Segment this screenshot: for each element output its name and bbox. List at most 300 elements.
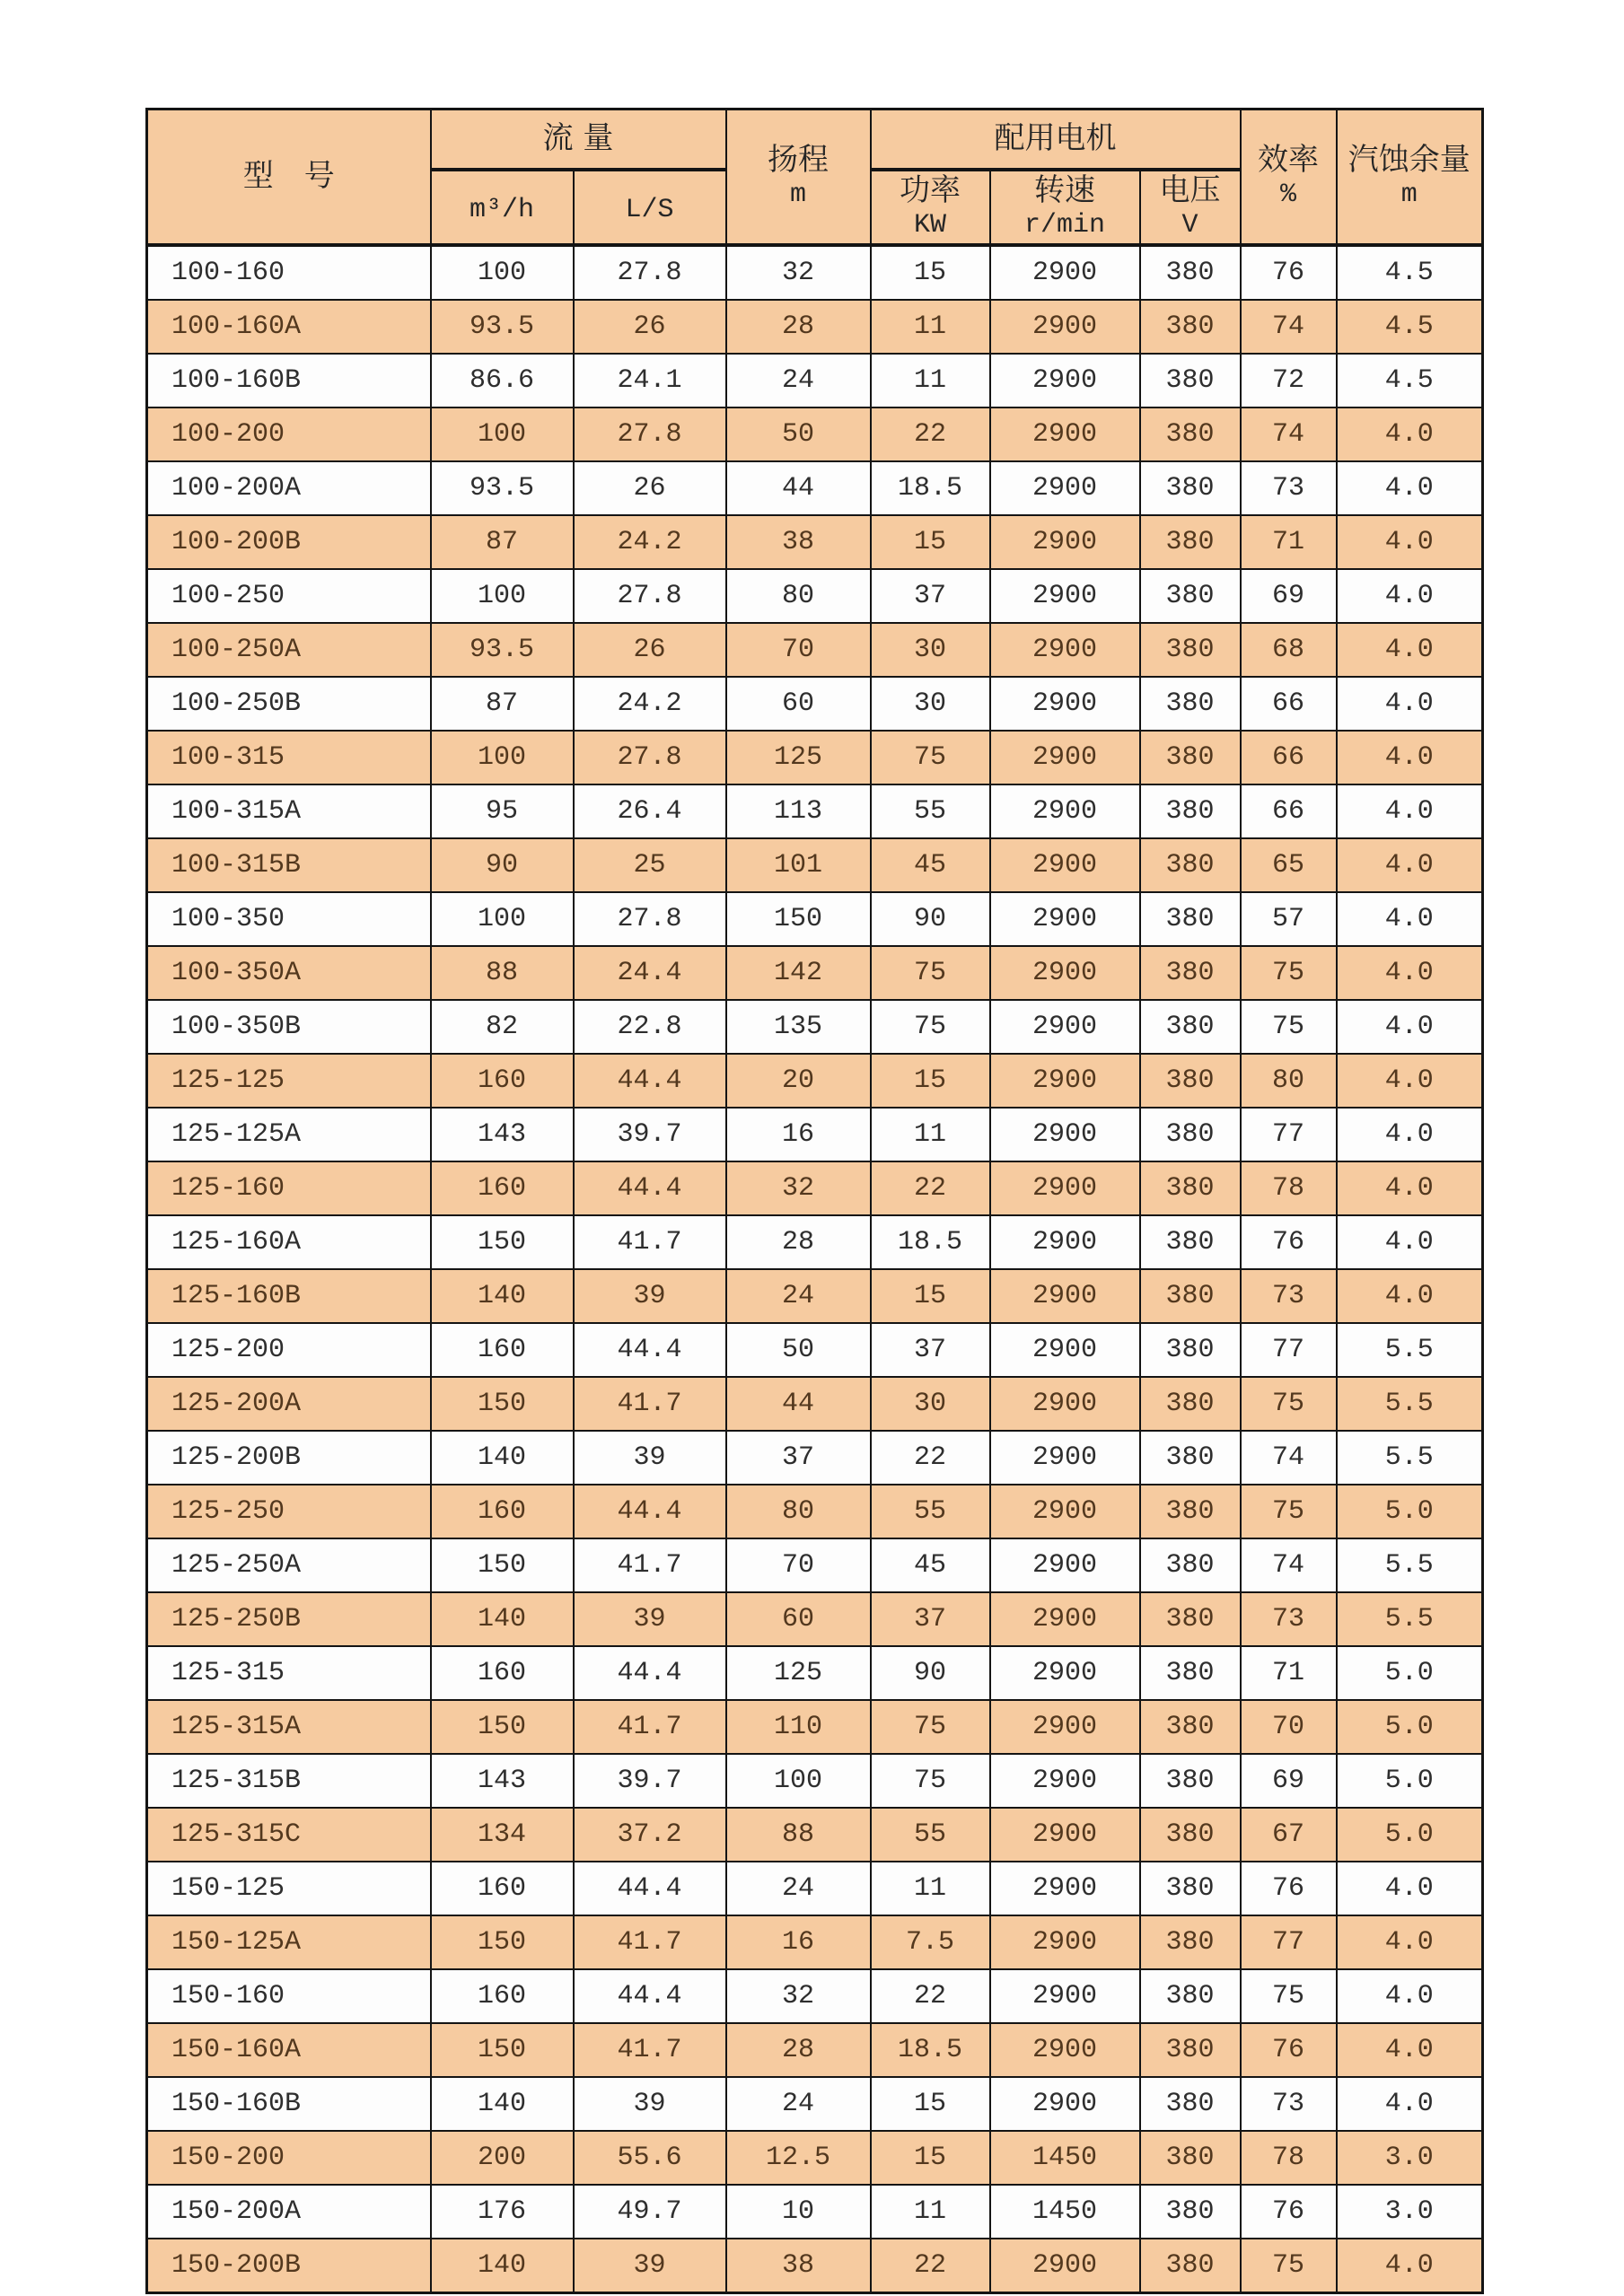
cell-voltage_v: 380 [1140, 1754, 1241, 1808]
cell-speed_rpm: 2900 [990, 1431, 1140, 1485]
cell-voltage_v: 380 [1140, 1108, 1241, 1161]
table-row [147, 2077, 1483, 2131]
cell-npsh_m: 4.0 [1337, 407, 1483, 461]
cell-head_m: 44 [726, 1377, 871, 1431]
cell-voltage_v: 380 [1140, 2077, 1241, 2131]
cell-flow_ls: 41.7 [574, 2023, 726, 2077]
cell-voltage_v: 380 [1140, 892, 1241, 946]
cell-speed_rpm: 2900 [990, 1377, 1140, 1431]
cell-efficiency_pct: 77 [1241, 1323, 1337, 1377]
cell-speed_rpm: 2900 [990, 731, 1140, 784]
table-row [147, 1592, 1483, 1646]
cell-npsh_m: 4.0 [1337, 569, 1483, 623]
header-motor-group-label: 配用电机 [994, 120, 1117, 157]
cell-head_m: 24 [726, 1269, 871, 1323]
cell-speed_rpm: 2900 [990, 2239, 1140, 2293]
cell-efficiency_pct: 78 [1241, 2131, 1337, 2185]
cell-voltage_v: 380 [1140, 1485, 1241, 1538]
cell-flow_ls: 24.4 [574, 946, 726, 1000]
cell-head_m: 80 [726, 1485, 871, 1538]
cell-npsh_m: 4.5 [1337, 300, 1483, 354]
cell-head_m: 24 [726, 2077, 871, 2131]
header-voltage-label: 电压 [1159, 172, 1221, 208]
cell-npsh_m: 4.5 [1337, 354, 1483, 407]
cell-head_m: 113 [726, 784, 871, 838]
cell-voltage_v: 380 [1140, 677, 1241, 731]
cell-power_kw: 55 [871, 1485, 990, 1538]
cell-efficiency_pct: 73 [1241, 461, 1337, 515]
cell-voltage_v: 380 [1140, 2131, 1241, 2185]
table-row [147, 2239, 1483, 2293]
cell-npsh_m: 5.5 [1337, 1538, 1483, 1592]
header-flow-ls-label: L/S [625, 194, 674, 225]
cell-voltage_v: 380 [1140, 784, 1241, 838]
cell-voltage_v: 380 [1140, 1915, 1241, 1969]
cell-head_m: 32 [726, 1161, 871, 1215]
cell-voltage_v: 380 [1140, 1000, 1241, 1054]
cell-voltage_v: 380 [1140, 731, 1241, 784]
cell-flow_ls: 27.8 [574, 407, 726, 461]
cell-flow_m3h: 95 [431, 784, 574, 838]
cell-head_m: 12.5 [726, 2131, 871, 2185]
table-row [147, 1915, 1483, 1969]
table-row [147, 569, 1483, 623]
cell-npsh_m: 4.0 [1337, 1054, 1483, 1108]
cell-efficiency_pct: 69 [1241, 1754, 1337, 1808]
cell-model: 125-160 [147, 1161, 431, 1215]
cell-efficiency_pct: 73 [1241, 1269, 1337, 1323]
cell-head_m: 16 [726, 1108, 871, 1161]
cell-power_kw: 30 [871, 1377, 990, 1431]
cell-voltage_v: 380 [1140, 2023, 1241, 2077]
cell-speed_rpm: 2900 [990, 1646, 1140, 1700]
cell-power_kw: 15 [871, 2077, 990, 2131]
cell-model: 150-125 [147, 1862, 431, 1915]
cell-speed_rpm: 2900 [990, 946, 1140, 1000]
cell-efficiency_pct: 70 [1241, 1700, 1337, 1754]
cell-speed_rpm: 2900 [990, 1538, 1140, 1592]
cell-efficiency_pct: 73 [1241, 2077, 1337, 2131]
table-row [147, 1377, 1483, 1431]
cell-speed_rpm: 2900 [990, 1915, 1140, 1969]
cell-flow_m3h: 93.5 [431, 300, 574, 354]
cell-npsh_m: 5.5 [1337, 1377, 1483, 1431]
table-row [147, 731, 1483, 784]
cell-efficiency_pct: 66 [1241, 784, 1337, 838]
cell-efficiency_pct: 78 [1241, 1161, 1337, 1215]
table-row [147, 354, 1483, 407]
header-npsh-unit: m [1400, 180, 1418, 211]
cell-power_kw: 11 [871, 1108, 990, 1161]
cell-model: 100-250B [147, 677, 431, 731]
cell-efficiency_pct: 75 [1241, 2239, 1337, 2293]
cell-head_m: 80 [726, 569, 871, 623]
cell-flow_m3h: 160 [431, 1862, 574, 1915]
cell-model: 150-125A [147, 1915, 431, 1969]
cell-model: 125-160B [147, 1269, 431, 1323]
table-row [147, 461, 1483, 515]
cell-flow_m3h: 160 [431, 1646, 574, 1700]
cell-power_kw: 45 [871, 838, 990, 892]
cell-npsh_m: 4.0 [1337, 2077, 1483, 2131]
cell-speed_rpm: 2900 [990, 892, 1140, 946]
cell-head_m: 28 [726, 2023, 871, 2077]
table-header [147, 110, 1483, 246]
cell-voltage_v: 380 [1140, 569, 1241, 623]
cell-model: 100-350 [147, 892, 431, 946]
cell-flow_m3h: 150 [431, 2023, 574, 2077]
cell-efficiency_pct: 68 [1241, 623, 1337, 677]
table-row [147, 784, 1483, 838]
cell-power_kw: 11 [871, 354, 990, 407]
cell-flow_m3h: 160 [431, 1485, 574, 1538]
cell-flow_ls: 41.7 [574, 1915, 726, 1969]
cell-power_kw: 30 [871, 623, 990, 677]
cell-head_m: 32 [726, 1969, 871, 2023]
cell-flow_ls: 37.2 [574, 1808, 726, 1862]
cell-model: 100-250A [147, 623, 431, 677]
cell-head_m: 24 [726, 354, 871, 407]
cell-speed_rpm: 1450 [990, 2131, 1140, 2185]
table-row [147, 1108, 1483, 1161]
cell-speed_rpm: 2900 [990, 1161, 1140, 1215]
cell-model: 125-200A [147, 1377, 431, 1431]
cell-efficiency_pct: 76 [1241, 1862, 1337, 1915]
cell-model: 100-250 [147, 569, 431, 623]
cell-flow_m3h: 160 [431, 1161, 574, 1215]
cell-npsh_m: 5.0 [1337, 1754, 1483, 1808]
cell-flow_m3h: 93.5 [431, 461, 574, 515]
cell-flow_m3h: 100 [431, 731, 574, 784]
cell-npsh_m: 4.0 [1337, 623, 1483, 677]
cell-flow_ls: 26.4 [574, 784, 726, 838]
cell-voltage_v: 380 [1140, 1215, 1241, 1269]
cell-model: 100-160A [147, 300, 431, 354]
cell-power_kw: 75 [871, 946, 990, 1000]
cell-flow_ls: 39 [574, 1592, 726, 1646]
cell-speed_rpm: 1450 [990, 2185, 1140, 2239]
cell-flow_m3h: 143 [431, 1108, 574, 1161]
cell-flow_m3h: 140 [431, 1431, 574, 1485]
cell-head_m: 70 [726, 623, 871, 677]
cell-speed_rpm: 2900 [990, 1592, 1140, 1646]
cell-model: 100-200B [147, 515, 431, 569]
cell-flow_m3h: 150 [431, 1215, 574, 1269]
cell-flow_m3h: 100 [431, 892, 574, 946]
cell-npsh_m: 5.5 [1337, 1592, 1483, 1646]
cell-voltage_v: 380 [1140, 245, 1241, 300]
cell-head_m: 60 [726, 1592, 871, 1646]
table-row [147, 1161, 1483, 1215]
cell-head_m: 50 [726, 407, 871, 461]
cell-model: 125-125 [147, 1054, 431, 1108]
cell-flow_m3h: 134 [431, 1808, 574, 1862]
cell-voltage_v: 380 [1140, 1538, 1241, 1592]
cell-power_kw: 7.5 [871, 1915, 990, 1969]
cell-npsh_m: 4.0 [1337, 731, 1483, 784]
cell-power_kw: 15 [871, 1269, 990, 1323]
cell-efficiency_pct: 76 [1241, 1215, 1337, 1269]
cell-flow_m3h: 90 [431, 838, 574, 892]
cell-npsh_m: 4.0 [1337, 784, 1483, 838]
cell-flow_ls: 41.7 [574, 1215, 726, 1269]
cell-model: 125-250A [147, 1538, 431, 1592]
cell-head_m: 70 [726, 1538, 871, 1592]
cell-power_kw: 15 [871, 515, 990, 569]
cell-flow_m3h: 150 [431, 1915, 574, 1969]
cell-model: 125-315A [147, 1700, 431, 1754]
header-head [726, 110, 871, 246]
cell-model: 100-315 [147, 731, 431, 784]
header-group-row [147, 110, 1483, 171]
cell-speed_rpm: 2900 [990, 407, 1140, 461]
cell-efficiency_pct: 66 [1241, 677, 1337, 731]
cell-head_m: 125 [726, 1646, 871, 1700]
cell-efficiency_pct: 75 [1241, 1377, 1337, 1431]
cell-voltage_v: 380 [1140, 1054, 1241, 1108]
cell-head_m: 10 [726, 2185, 871, 2239]
cell-efficiency_pct: 74 [1241, 1431, 1337, 1485]
cell-efficiency_pct: 69 [1241, 569, 1337, 623]
pump-spec-table [145, 108, 1484, 2294]
cell-head_m: 28 [726, 300, 871, 354]
cell-flow_m3h: 143 [431, 1754, 574, 1808]
header-efficiency-unit: % [1280, 180, 1297, 211]
cell-npsh_m: 4.0 [1337, 1269, 1483, 1323]
cell-model: 100-200 [147, 407, 431, 461]
table-row [147, 623, 1483, 677]
cell-speed_rpm: 2900 [990, 784, 1140, 838]
table-row [147, 300, 1483, 354]
cell-npsh_m: 4.0 [1337, 1108, 1483, 1161]
cell-power_kw: 15 [871, 2131, 990, 2185]
cell-power_kw: 11 [871, 1862, 990, 1915]
cell-power_kw: 30 [871, 677, 990, 731]
cell-model: 150-160B [147, 2077, 431, 2131]
cell-npsh_m: 4.0 [1337, 1215, 1483, 1269]
cell-npsh_m: 3.0 [1337, 2185, 1483, 2239]
cell-speed_rpm: 2900 [990, 1969, 1140, 2023]
cell-flow_ls: 39.7 [574, 1754, 726, 1808]
cell-model: 125-200B [147, 1431, 431, 1485]
cell-flow_ls: 44.4 [574, 1646, 726, 1700]
cell-voltage_v: 380 [1140, 1377, 1241, 1431]
cell-flow_ls: 44.4 [574, 1969, 726, 2023]
cell-voltage_v: 380 [1140, 461, 1241, 515]
cell-npsh_m: 4.0 [1337, 946, 1483, 1000]
cell-model: 125-125A [147, 1108, 431, 1161]
cell-flow_m3h: 150 [431, 1538, 574, 1592]
cell-speed_rpm: 2900 [990, 1754, 1140, 1808]
cell-power_kw: 22 [871, 1161, 990, 1215]
cell-head_m: 150 [726, 892, 871, 946]
cell-flow_m3h: 150 [431, 1700, 574, 1754]
cell-flow_m3h: 82 [431, 1000, 574, 1054]
header-motor-group [871, 110, 1241, 171]
cell-power_kw: 22 [871, 1969, 990, 2023]
cell-npsh_m: 5.5 [1337, 1323, 1483, 1377]
cell-npsh_m: 4.0 [1337, 1000, 1483, 1054]
cell-speed_rpm: 2900 [990, 1323, 1140, 1377]
cell-flow_ls: 44.4 [574, 1485, 726, 1538]
header-flow-m3h [431, 170, 574, 245]
cell-head_m: 101 [726, 838, 871, 892]
cell-model: 100-315B [147, 838, 431, 892]
cell-flow_m3h: 140 [431, 1592, 574, 1646]
cell-flow_ls: 39.7 [574, 1108, 726, 1161]
cell-flow_m3h: 100 [431, 245, 574, 300]
cell-power_kw: 55 [871, 784, 990, 838]
cell-flow_m3h: 88 [431, 946, 574, 1000]
cell-voltage_v: 380 [1140, 1323, 1241, 1377]
cell-npsh_m: 5.0 [1337, 1700, 1483, 1754]
cell-power_kw: 75 [871, 1000, 990, 1054]
cell-flow_m3h: 140 [431, 1269, 574, 1323]
table-row [147, 838, 1483, 892]
cell-flow_ls: 22.8 [574, 1000, 726, 1054]
cell-efficiency_pct: 75 [1241, 1969, 1337, 2023]
table-row [147, 1808, 1483, 1862]
cell-efficiency_pct: 77 [1241, 1915, 1337, 1969]
table-row [147, 892, 1483, 946]
cell-model: 100-350A [147, 946, 431, 1000]
cell-head_m: 88 [726, 1808, 871, 1862]
header-efficiency-label: 效率 [1258, 142, 1320, 178]
cell-npsh_m: 4.0 [1337, 1969, 1483, 2023]
cell-power_kw: 90 [871, 1646, 990, 1700]
header-npsh [1337, 110, 1483, 246]
cell-voltage_v: 380 [1140, 1269, 1241, 1323]
cell-head_m: 110 [726, 1700, 871, 1754]
cell-flow_ls: 24.1 [574, 354, 726, 407]
table-row [147, 1215, 1483, 1269]
header-voltage [1140, 170, 1241, 245]
cell-power_kw: 22 [871, 1431, 990, 1485]
table-row [147, 1054, 1483, 1108]
page [145, 108, 1484, 2294]
cell-flow_ls: 44.4 [574, 1323, 726, 1377]
cell-voltage_v: 380 [1140, 1646, 1241, 1700]
cell-head_m: 135 [726, 1000, 871, 1054]
cell-flow_m3h: 150 [431, 1377, 574, 1431]
table-body [147, 245, 1483, 2293]
cell-model: 150-200 [147, 2131, 431, 2185]
cell-flow_m3h: 200 [431, 2131, 574, 2185]
cell-flow_m3h: 160 [431, 1969, 574, 2023]
cell-power_kw: 22 [871, 2239, 990, 2293]
cell-flow_ls: 49.7 [574, 2185, 726, 2239]
cell-voltage_v: 380 [1140, 1808, 1241, 1862]
cell-speed_rpm: 2900 [990, 1269, 1140, 1323]
cell-head_m: 24 [726, 1862, 871, 1915]
cell-power_kw: 11 [871, 300, 990, 354]
cell-head_m: 142 [726, 946, 871, 1000]
header-npsh-label: 汽蚀余量 [1347, 142, 1470, 178]
cell-voltage_v: 380 [1140, 1862, 1241, 1915]
cell-speed_rpm: 2900 [990, 1485, 1140, 1538]
cell-model: 125-160A [147, 1215, 431, 1269]
cell-efficiency_pct: 57 [1241, 892, 1337, 946]
header-speed [990, 170, 1140, 245]
cell-voltage_v: 380 [1140, 2185, 1241, 2239]
cell-power_kw: 75 [871, 1700, 990, 1754]
cell-model: 150-200B [147, 2239, 431, 2293]
table-row [147, 515, 1483, 569]
cell-speed_rpm: 2900 [990, 300, 1140, 354]
table-row [147, 1323, 1483, 1377]
cell-speed_rpm: 2900 [990, 1000, 1140, 1054]
cell-voltage_v: 380 [1140, 300, 1241, 354]
cell-voltage_v: 380 [1140, 838, 1241, 892]
cell-voltage_v: 380 [1140, 1700, 1241, 1754]
header-flow-group [431, 110, 726, 171]
cell-power_kw: 90 [871, 892, 990, 946]
cell-efficiency_pct: 71 [1241, 1646, 1337, 1700]
cell-npsh_m: 4.0 [1337, 1862, 1483, 1915]
cell-head_m: 32 [726, 245, 871, 300]
cell-model: 100-160 [147, 245, 431, 300]
cell-flow_ls: 27.8 [574, 245, 726, 300]
table-row [147, 1538, 1483, 1592]
cell-voltage_v: 380 [1140, 1431, 1241, 1485]
cell-power_kw: 37 [871, 1592, 990, 1646]
cell-flow_ls: 24.2 [574, 677, 726, 731]
cell-speed_rpm: 2900 [990, 1862, 1140, 1915]
cell-power_kw: 75 [871, 731, 990, 784]
cell-efficiency_pct: 75 [1241, 1000, 1337, 1054]
table-row [147, 1646, 1483, 1700]
cell-speed_rpm: 2900 [990, 354, 1140, 407]
header-speed-label: 转速 [1034, 172, 1095, 208]
header-flow-group-label: 流 量 [542, 120, 614, 157]
table-row [147, 1485, 1483, 1538]
cell-speed_rpm: 2900 [990, 569, 1140, 623]
cell-power_kw: 37 [871, 569, 990, 623]
cell-speed_rpm: 2900 [990, 461, 1140, 515]
cell-flow_ls: 39 [574, 2077, 726, 2131]
cell-speed_rpm: 2900 [990, 1215, 1140, 1269]
cell-speed_rpm: 2900 [990, 838, 1140, 892]
cell-power_kw: 18.5 [871, 1215, 990, 1269]
cell-flow_ls: 41.7 [574, 1377, 726, 1431]
cell-model: 100-315A [147, 784, 431, 838]
header-power [871, 170, 990, 245]
cell-voltage_v: 380 [1140, 2239, 1241, 2293]
table-row [147, 1969, 1483, 2023]
cell-efficiency_pct: 76 [1241, 245, 1337, 300]
cell-voltage_v: 380 [1140, 407, 1241, 461]
cell-flow_m3h: 87 [431, 677, 574, 731]
cell-npsh_m: 4.5 [1337, 245, 1483, 300]
table-row [147, 1754, 1483, 1808]
cell-speed_rpm: 2900 [990, 1108, 1140, 1161]
cell-power_kw: 15 [871, 245, 990, 300]
cell-npsh_m: 4.0 [1337, 892, 1483, 946]
cell-efficiency_pct: 71 [1241, 515, 1337, 569]
cell-model: 150-200A [147, 2185, 431, 2239]
cell-power_kw: 11 [871, 2185, 990, 2239]
cell-flow_ls: 26 [574, 461, 726, 515]
cell-efficiency_pct: 77 [1241, 1108, 1337, 1161]
cell-speed_rpm: 2900 [990, 1808, 1140, 1862]
cell-flow_ls: 24.2 [574, 515, 726, 569]
cell-head_m: 44 [726, 461, 871, 515]
cell-voltage_v: 380 [1140, 354, 1241, 407]
header-efficiency [1241, 110, 1337, 246]
cell-power_kw: 22 [871, 407, 990, 461]
cell-model: 100-160B [147, 354, 431, 407]
cell-voltage_v: 380 [1140, 1969, 1241, 2023]
